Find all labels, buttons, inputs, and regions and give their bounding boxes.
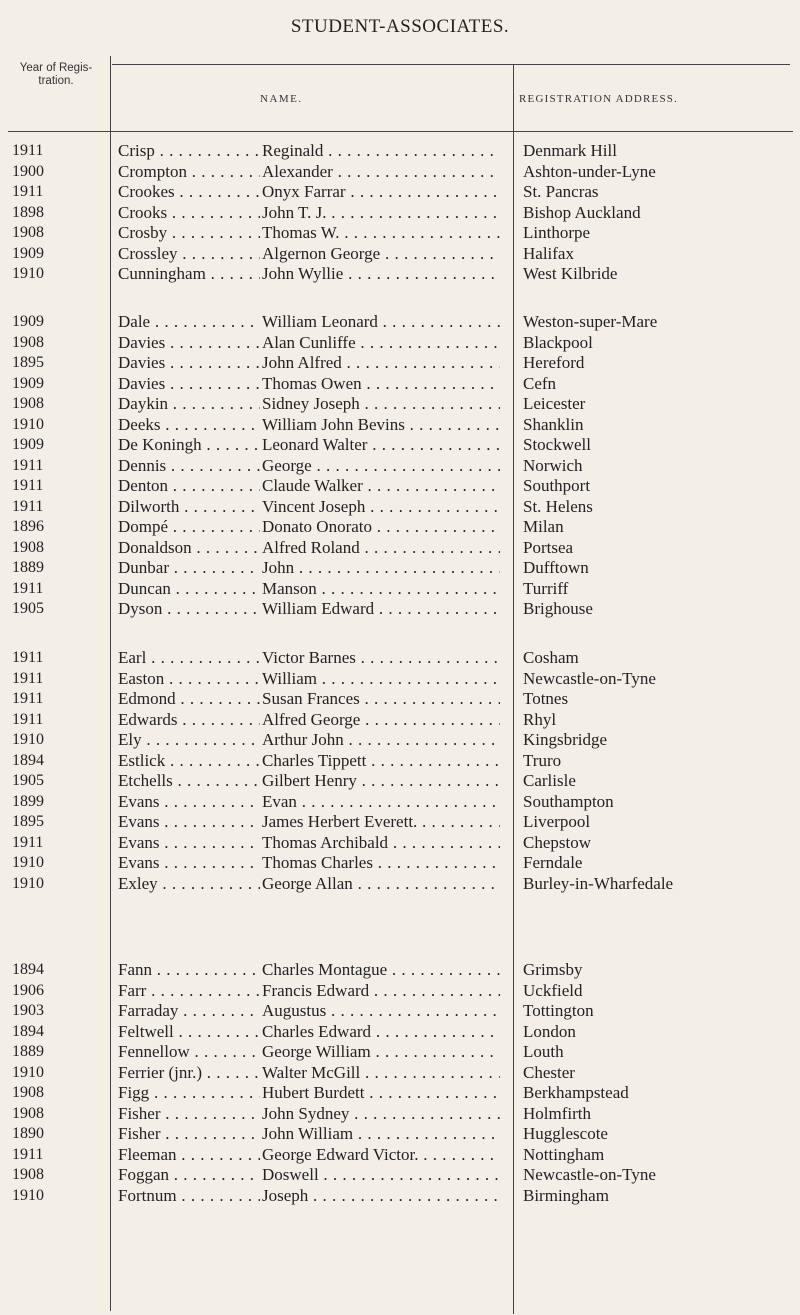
table-row: [0, 833, 800, 854]
surname-cell: Cunningham . . .: [118, 264, 260, 285]
given-names-cell: George . . .: [262, 456, 500, 477]
surname-cell: Etchells . . .: [118, 771, 260, 792]
surname-cell: De Koningh . . .: [118, 435, 260, 456]
year-cell: 1903: [12, 1002, 44, 1019]
surname-cell: Edwards . . .: [118, 710, 260, 731]
surname-cell: Fennellow . . .: [118, 1042, 260, 1063]
address-cell: Louth: [523, 1042, 564, 1061]
surname-cell: Ely . . .: [118, 730, 260, 751]
given-names-cell: Leonard Walter . . .: [262, 435, 500, 456]
table-row: [0, 1124, 800, 1145]
given-names-cell: John William . . .: [262, 1124, 500, 1145]
year-cell: 1890: [12, 1125, 44, 1142]
table-row: [0, 353, 800, 374]
year-cell: 1911: [12, 710, 44, 728]
surname-cell: Crisp . . .: [118, 141, 260, 162]
surname-cell: Evans . . .: [118, 812, 260, 833]
surname-cell: Easton . . .: [118, 669, 260, 690]
address-cell: Chester: [523, 1062, 575, 1082]
surname-cell: Crooks . . .: [118, 203, 260, 224]
letter-group-c: [0, 141, 800, 285]
table-row: [0, 648, 800, 669]
address-cell: St. Pancras: [523, 182, 599, 201]
address-cell: Dufftown: [523, 558, 589, 577]
table-row: [0, 792, 800, 813]
address-cell: Portsea: [523, 537, 574, 557]
table-row: [0, 1001, 800, 1022]
year-cell: 1905: [12, 600, 44, 617]
address-cell: Birmingham: [523, 1185, 609, 1205]
address-cell: Blackpool: [523, 332, 593, 352]
given-names-cell: Susan Frances . . .: [262, 689, 500, 710]
table-row: [0, 162, 800, 183]
surname-cell: Dennis . . .: [118, 456, 260, 477]
address-cell: Carlisle: [523, 771, 576, 790]
table-row: [0, 1022, 800, 1043]
table-row: [0, 1186, 800, 1207]
year-cell: 1909: [12, 313, 44, 330]
year-cell: 1906: [12, 981, 44, 999]
year-cell: 1895: [12, 354, 44, 371]
address-cell: Ashton-under-Lyne: [523, 161, 656, 181]
table-row: [0, 1104, 800, 1125]
given-names-cell: Walter McGill . . .: [262, 1063, 500, 1084]
year-cell: 1908: [12, 1104, 44, 1122]
year-cell: 1889: [12, 559, 44, 576]
address-cell: Norwich: [523, 455, 583, 475]
year-cell: 1911: [12, 669, 44, 687]
table-row: [0, 1165, 800, 1186]
surname-cell: Farr . . .: [118, 981, 260, 1002]
given-names-cell: Alexander . . .: [262, 162, 500, 183]
given-names-cell: Onyx Farrar . . .: [262, 182, 500, 203]
year-cell: 1908: [12, 224, 44, 241]
address-cell: Grimsby: [523, 960, 583, 979]
year-cell: 1910: [12, 731, 44, 748]
table-row: [0, 874, 800, 895]
address-cell: Cosham: [523, 648, 579, 667]
table-row: [0, 333, 800, 354]
given-names-cell: Alan Cunliffe . . .: [262, 333, 500, 354]
year-cell: 1911: [12, 183, 44, 200]
letter-group-f: [0, 960, 800, 1206]
year-cell: 1900: [12, 162, 44, 180]
address-cell: Weston-super-Mare: [523, 312, 658, 331]
surname-cell: Farraday . . .: [118, 1001, 260, 1022]
given-names-cell: Thomas Owen . . .: [262, 374, 500, 395]
table-row: [0, 476, 800, 497]
table-row: [0, 497, 800, 518]
given-names-cell: Claude Walker . . .: [262, 476, 500, 497]
surname-cell: Foggan . . .: [118, 1165, 260, 1186]
table-row: [0, 558, 800, 579]
address-cell: Holmfirth: [523, 1103, 591, 1123]
year-cell: 1909: [12, 244, 44, 262]
surname-cell: Crossley . . .: [118, 244, 260, 265]
year-cell: 1908: [12, 1084, 44, 1101]
year-cell: 1895: [12, 813, 44, 830]
table-row: [0, 312, 800, 333]
given-names-cell: Alfred Roland . . .: [262, 538, 500, 559]
given-names-cell: Hubert Burdett . . .: [262, 1083, 500, 1104]
year-cell: 1911: [12, 649, 44, 666]
surname-cell: Figg . . .: [118, 1083, 260, 1104]
address-cell: Hugglescote: [523, 1124, 608, 1143]
given-names-cell: William . . .: [262, 669, 500, 690]
year-cell: 1909: [12, 436, 44, 453]
surname-cell: Crookes . . .: [118, 182, 260, 203]
address-cell: Linthorpe: [523, 223, 591, 242]
address-cell: Kingsbridge: [523, 730, 608, 749]
table-row: [0, 394, 800, 415]
table-row: [0, 517, 800, 538]
table-row: [0, 751, 800, 772]
given-names-cell: James Herbert Everett. . . .: [262, 812, 500, 833]
surname-cell: Fann . . .: [118, 960, 260, 981]
table-row: [0, 223, 800, 244]
year-cell: 1908: [12, 333, 44, 351]
given-names-cell: Evan . . .: [262, 792, 500, 813]
address-cell: Halifax: [523, 243, 574, 263]
surname-cell: Dale . . .: [118, 312, 260, 333]
given-names-cell: John Alfred . . .: [262, 353, 500, 374]
address-cell: Stockwell: [523, 435, 591, 454]
given-names-cell: John . . .: [262, 558, 500, 579]
table-row: [0, 981, 800, 1002]
given-names-cell: Sidney Joseph . . .: [262, 394, 500, 415]
address-cell: Bishop Auckland: [523, 202, 641, 222]
address-cell: St. Helens: [523, 496, 593, 516]
year-cell: 1911: [12, 690, 44, 707]
address-cell: Tottington: [523, 1001, 594, 1020]
year-cell: 1911: [12, 497, 44, 515]
table-row: [0, 730, 800, 751]
year-cell: 1894: [12, 1022, 44, 1040]
year-cell: 1894: [12, 961, 44, 978]
address-cell: Berkhampstead: [523, 1083, 629, 1102]
given-names-cell: Charles Tippett . . .: [262, 751, 500, 772]
year-cell: 1911: [12, 833, 44, 851]
table-row: [0, 1083, 800, 1104]
given-names-cell: Alfred George . . .: [262, 710, 500, 731]
surname-cell: Daykin . . .: [118, 394, 260, 415]
address-cell: Nottingham: [523, 1144, 605, 1164]
surname-cell: Evans . . .: [118, 833, 260, 854]
given-names-cell: George Allan . . .: [262, 874, 500, 895]
year-cell: 1896: [12, 518, 44, 535]
given-names-cell: Joseph . . .: [262, 1186, 500, 1207]
surname-cell: Davies . . .: [118, 374, 260, 395]
given-names-cell: Algernon George . . .: [262, 244, 500, 265]
year-cell: 1910: [12, 854, 44, 871]
given-names-cell: George William . . .: [262, 1042, 500, 1063]
surname-cell: Edmond . . .: [118, 689, 260, 710]
year-cell: 1910: [12, 265, 44, 282]
surname-cell: Dompé . . .: [118, 517, 260, 538]
given-names-cell: Reginald . . .: [262, 141, 500, 162]
address-cell: Turriff: [523, 578, 569, 598]
surname-cell: Fisher . . .: [118, 1104, 260, 1125]
letter-group-e: [0, 648, 800, 894]
table-row: [0, 1042, 800, 1063]
given-names-cell: William Leonard . . .: [262, 312, 500, 333]
address-cell: Ferndale: [523, 853, 583, 872]
address-cell: Leicester: [523, 394, 586, 413]
table-row: [0, 264, 800, 285]
table-row: [0, 710, 800, 731]
year-cell: 1909: [12, 374, 44, 392]
given-names-cell: John T. J. . . .: [262, 203, 500, 224]
given-names-cell: Vincent Joseph . . .: [262, 497, 500, 518]
surname-cell: Dyson . . .: [118, 599, 260, 620]
year-cell: 1910: [12, 874, 44, 892]
surname-cell: Estlick . . .: [118, 751, 260, 772]
given-names-cell: Augustus . . .: [262, 1001, 500, 1022]
table-row: [0, 141, 800, 162]
address-cell: Southport: [523, 476, 591, 495]
given-names-cell: Thomas Charles . . .: [262, 853, 500, 874]
table-row: [0, 538, 800, 559]
given-names-cell: John Wyllie . . .: [262, 264, 500, 285]
address-cell: Milan: [523, 517, 564, 536]
surname-cell: Exley . . .: [118, 874, 260, 895]
table-row: [0, 579, 800, 600]
given-names-cell: John Sydney . . .: [262, 1104, 500, 1125]
address-cell: Burley-in-Wharfedale: [523, 873, 674, 893]
surname-cell: Fortnum . . .: [118, 1186, 260, 1207]
address-cell: Truro: [523, 750, 562, 770]
address-cell: Totnes: [523, 689, 569, 708]
address-cell: Shanklin: [523, 414, 584, 434]
given-names-cell: William Edward . . .: [262, 599, 500, 620]
table-row: [0, 812, 800, 833]
address-cell: Rhyl: [523, 709, 557, 729]
table-row: [0, 244, 800, 265]
surname-cell: Denton . . .: [118, 476, 260, 497]
surname-cell: Dunbar . . .: [118, 558, 260, 579]
given-names-cell: Gilbert Henry . . .: [262, 771, 500, 792]
surname-cell: Davies . . .: [118, 353, 260, 374]
table-row: [0, 415, 800, 436]
address-cell: London: [523, 1021, 576, 1041]
address-cell: Cefn: [523, 373, 557, 393]
table-row: [0, 435, 800, 456]
header-top-rule: [112, 64, 790, 65]
address-cell: Newcastle-on-Tyne: [523, 1165, 656, 1184]
surname-cell: Fisher . . .: [118, 1124, 260, 1145]
surname-cell: Crosby . . .: [118, 223, 260, 244]
table-row: [0, 1145, 800, 1166]
given-names-cell: George Edward Victor. . . .: [262, 1145, 500, 1166]
surname-cell: Earl . . .: [118, 648, 260, 669]
address-cell: Liverpool: [523, 812, 591, 831]
year-cell: 1911: [12, 579, 44, 597]
surname-cell: Feltwell . . .: [118, 1022, 260, 1043]
given-names-cell: Charles Edward . . .: [262, 1022, 500, 1043]
year-cell: 1910: [12, 1063, 44, 1081]
given-names-cell: Charles Montague . . .: [262, 960, 500, 981]
year-cell: 1908: [12, 1166, 44, 1183]
table-row: [0, 853, 800, 874]
surname-cell: Dilworth . . .: [118, 497, 260, 518]
table-row: [0, 456, 800, 477]
year-cell: 1894: [12, 751, 44, 769]
column-header-address: REGISTRATION ADDRESS.: [519, 93, 679, 105]
column-header-name: NAME.: [260, 93, 303, 105]
table-row: [0, 960, 800, 981]
table-row: [0, 182, 800, 203]
column-header-year: Year of Regis- tration.: [19, 62, 93, 87]
surname-cell: Deeks . . .: [118, 415, 260, 436]
year-cell: 1899: [12, 792, 44, 810]
surname-cell: Ferrier (jnr.) . . .: [118, 1063, 260, 1084]
surname-cell: Evans . . .: [118, 792, 260, 813]
year-cell: 1908: [12, 538, 44, 556]
address-cell: Chepstow: [523, 832, 591, 852]
given-names-cell: Arthur John . . .: [262, 730, 500, 751]
given-names-cell: Victor Barnes . . .: [262, 648, 500, 669]
year-cell: 1898: [12, 203, 44, 221]
address-cell: Hereford: [523, 353, 585, 372]
year-cell: 1908: [12, 395, 44, 412]
surname-cell: Fleeman . . .: [118, 1145, 260, 1166]
year-cell: 1911: [12, 142, 44, 159]
surname-cell: Crompton . . .: [118, 162, 260, 183]
table-row: [0, 203, 800, 224]
address-cell: Newcastle-on-Tyne: [523, 668, 656, 688]
year-cell: 1910: [12, 415, 44, 433]
address-cell: Brighouse: [523, 599, 593, 618]
table-row: [0, 1063, 800, 1084]
given-names-cell: Francis Edward . . .: [262, 981, 500, 1002]
page-title: STUDENT-ASSOCIATES.: [290, 16, 510, 37]
address-cell: West Kilbride: [523, 264, 618, 283]
surname-cell: Davies . . .: [118, 333, 260, 354]
address-cell: Denmark Hill: [523, 141, 617, 160]
header-bottom-rule: [8, 131, 793, 132]
given-names-cell: Donato Onorato . . .: [262, 517, 500, 538]
surname-cell: Donaldson . . .: [118, 538, 260, 559]
year-cell: 1911: [12, 456, 44, 474]
table-row: [0, 599, 800, 620]
year-cell: 1911: [12, 477, 44, 494]
given-names-cell: Thomas Archibald . . .: [262, 833, 500, 854]
address-cell: Uckfield: [523, 980, 583, 1000]
year-cell: 1905: [12, 772, 44, 789]
given-names-cell: William John Bevins . . .: [262, 415, 500, 436]
given-names-cell: Thomas W. . . .: [262, 223, 500, 244]
table-row: [0, 771, 800, 792]
year-cell: 1911: [12, 1145, 44, 1163]
table-row: [0, 689, 800, 710]
table-row: [0, 374, 800, 395]
given-names-cell: Doswell . . .: [262, 1165, 500, 1186]
given-names-cell: Manson . . .: [262, 579, 500, 600]
year-cell: 1889: [12, 1043, 44, 1060]
table-row: [0, 669, 800, 690]
address-cell: Southampton: [523, 791, 614, 811]
surname-cell: Evans . . .: [118, 853, 260, 874]
year-cell: 1910: [12, 1186, 44, 1204]
letter-group-d: [0, 312, 800, 620]
surname-cell: Duncan . . .: [118, 579, 260, 600]
